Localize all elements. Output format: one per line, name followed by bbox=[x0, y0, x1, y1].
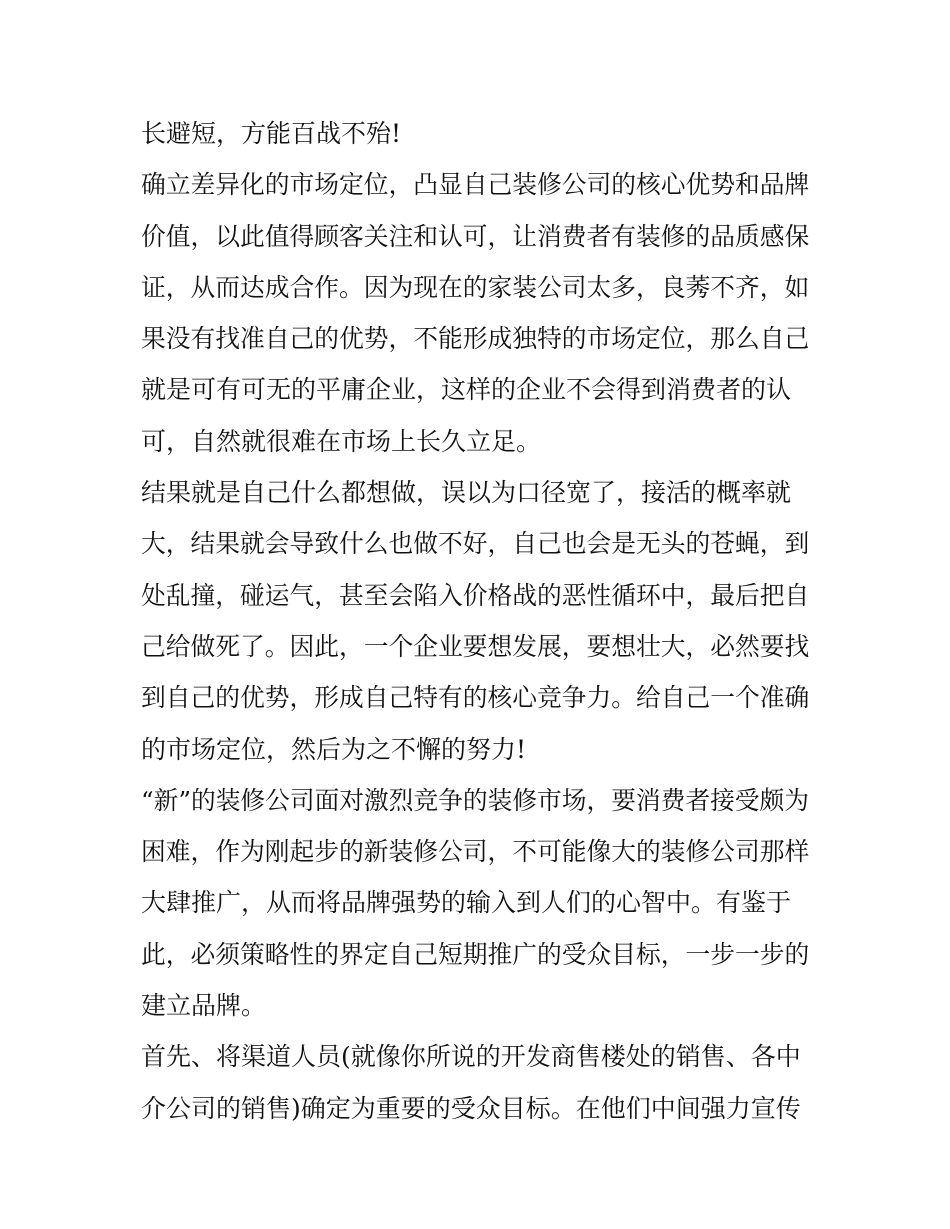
text-line: 介公司的销售)确定为重要的受众目标。在他们中间强力宣传 bbox=[141, 1093, 801, 1123]
text-line: 建立品牌。 bbox=[141, 991, 267, 1021]
text-line: 此，必须策略性的界定自己短期推广的受众目标，一步一步的 bbox=[141, 939, 810, 969]
text-line: 证，从而达成合作。因为现在的家装公司太多，良莠不齐，如 bbox=[141, 272, 810, 302]
text-line: 己给做死了。因此，一个企业要想发展，要想壮大，必然要找 bbox=[141, 631, 810, 661]
text-line: 的市场定位，然后为之不懈的努力! bbox=[141, 734, 527, 764]
text-line: 到自己的优势，形成自己特有的核心竞争力。给自己一个准确 bbox=[141, 683, 810, 713]
text-line: 就是可有可无的平庸企业，这样的企业不会得到消费者的认 bbox=[141, 375, 792, 405]
text-line: 大肆推广，从而将品牌强势的输入到人们的心智中。有鉴于 bbox=[141, 888, 792, 918]
text-line: 大，结果就会导致什么也做不好，自己也会是无头的苍蝇，到 bbox=[141, 529, 810, 559]
text-line: 价值，以此值得顾客关注和认可，让消费者有装修的品质感保 bbox=[141, 221, 810, 251]
text-line: “新”的装修公司面对激烈竞争的装修市场，要消费者接受颇为 bbox=[141, 785, 809, 815]
text-line: 长避短，方能百战不殆! bbox=[141, 119, 402, 148]
text-line: 结果就是自己什么都想做，误以为口径宽了，接活的概率就 bbox=[141, 478, 792, 508]
text-line: 首先、将渠道人员(就像你所说的开发商售楼处的销售、各中 bbox=[141, 1042, 801, 1072]
body-text bbox=[141, 108, 813, 1134]
text-line: 确立差异化的市场定位，凸显自己装修公司的核心优势和品牌 bbox=[141, 170, 810, 200]
text-line: 困难，作为刚起步的新装修公司，不可能像大的装修公司那样 bbox=[141, 837, 810, 867]
text-line: 可，自然就很难在市场上长久立足。 bbox=[141, 426, 542, 456]
text-line: 处乱撞，碰运气，甚至会陷入价格战的恶性循环中，最后把自 bbox=[141, 580, 810, 610]
text-line: 果没有找准自己的优势，不能形成独特的市场定位，那么自己 bbox=[141, 324, 810, 354]
